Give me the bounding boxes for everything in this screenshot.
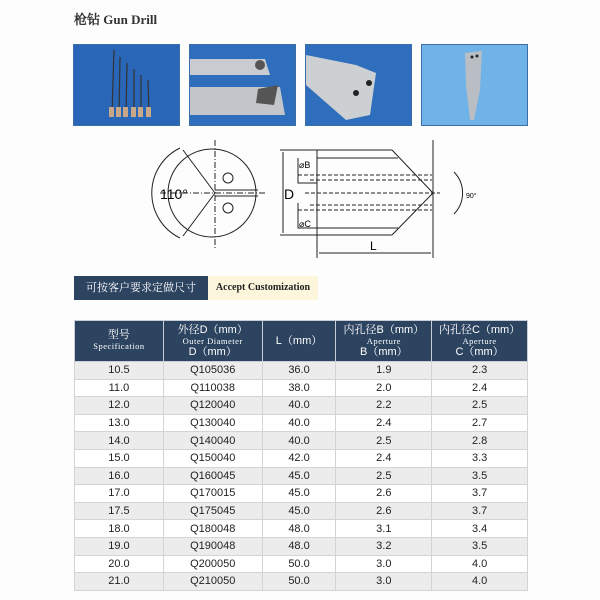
column-header-cn: 内孔径C（mm） bbox=[438, 323, 521, 336]
table-cell: 19.0 bbox=[75, 537, 164, 555]
gun-drill-diagram bbox=[0, 0, 600, 270]
table-cell: 48.0 bbox=[262, 537, 336, 555]
table-cell: 3.3 bbox=[432, 449, 528, 467]
table-row bbox=[75, 432, 528, 450]
table-cell: 2.5 bbox=[336, 432, 432, 450]
table-cell: Q210050 bbox=[163, 573, 262, 591]
table-cell: 3.0 bbox=[336, 573, 432, 591]
table-row bbox=[75, 379, 528, 397]
table-cell: 16.0 bbox=[75, 467, 164, 485]
angle-110-label: 110° bbox=[160, 186, 188, 202]
aperture-c-label: ⌀C bbox=[299, 219, 311, 229]
table-cell: 48.0 bbox=[262, 520, 336, 538]
table-cell: 42.0 bbox=[262, 449, 336, 467]
table-cell: 2.8 bbox=[432, 432, 528, 450]
length-l-label: L bbox=[370, 239, 377, 253]
table-row bbox=[75, 485, 528, 503]
table-cell: Q190048 bbox=[163, 537, 262, 555]
table-cell: 3.5 bbox=[432, 537, 528, 555]
table-cell: 45.0 bbox=[262, 502, 336, 520]
table-row bbox=[75, 449, 528, 467]
angle-90-label: 90° bbox=[466, 193, 477, 200]
table-cell: 17.0 bbox=[75, 485, 164, 503]
column-header-unit: D（mm） bbox=[188, 345, 237, 358]
table-cell: 2.6 bbox=[336, 502, 432, 520]
table-cell: Q200050 bbox=[163, 555, 262, 573]
table-cell: 3.5 bbox=[432, 467, 528, 485]
column-header-cn: 型号 bbox=[107, 329, 130, 341]
table-cell: 50.0 bbox=[262, 573, 336, 591]
table-cell: 12.0 bbox=[75, 397, 164, 415]
table-cell: Q180048 bbox=[163, 520, 262, 538]
column-header-en: Aperture bbox=[462, 335, 497, 346]
table-cell: Q130040 bbox=[163, 414, 262, 432]
table-cell: 40.0 bbox=[262, 432, 336, 450]
table-row bbox=[75, 397, 528, 415]
customization-badge-en: Accept Customization bbox=[208, 276, 318, 300]
table-cell: 40.0 bbox=[262, 397, 336, 415]
table-cell: 2.5 bbox=[336, 467, 432, 485]
table-cell: 17.5 bbox=[75, 502, 164, 520]
column-header-en: Aperture bbox=[366, 335, 401, 346]
column-header bbox=[75, 321, 164, 362]
table-row bbox=[75, 414, 528, 432]
table-row bbox=[75, 502, 528, 520]
table-cell: 20.0 bbox=[75, 555, 164, 573]
table-cell: Q105036 bbox=[163, 362, 262, 380]
table-row bbox=[75, 362, 528, 380]
page-title: 枪钻 Gun Drill bbox=[74, 12, 158, 27]
table-cell: 3.2 bbox=[336, 537, 432, 555]
table-cell: 3.1 bbox=[336, 520, 432, 538]
table-cell: Q175045 bbox=[163, 502, 262, 520]
column-header-unit: B（mm） bbox=[359, 345, 408, 358]
table-cell: 13.0 bbox=[75, 414, 164, 432]
table-cell: 4.0 bbox=[432, 573, 528, 591]
table-cell: Q140040 bbox=[163, 432, 262, 450]
table-cell: Q150040 bbox=[163, 449, 262, 467]
table-row bbox=[75, 573, 528, 591]
table-cell: 14.0 bbox=[75, 432, 164, 450]
table-cell: 3.7 bbox=[432, 502, 528, 520]
table-cell: 40.0 bbox=[262, 414, 336, 432]
table-cell: 50.0 bbox=[262, 555, 336, 573]
table-cell: 15.0 bbox=[75, 449, 164, 467]
table-cell: 4.0 bbox=[432, 555, 528, 573]
table-cell: 1.9 bbox=[336, 362, 432, 380]
table-row bbox=[75, 467, 528, 485]
customization-badge-cn: 可按客户要求定做尺寸 bbox=[74, 276, 208, 300]
table-cell: 2.3 bbox=[432, 362, 528, 380]
column-header bbox=[336, 321, 432, 362]
table-cell: 2.0 bbox=[336, 379, 432, 397]
table-cell: 21.0 bbox=[75, 573, 164, 591]
column-header-unit: C（mm） bbox=[455, 345, 504, 358]
column-header bbox=[163, 321, 262, 362]
table-cell: 3.4 bbox=[432, 520, 528, 538]
table-cell: Q110038 bbox=[163, 379, 262, 397]
table-cell: 2.4 bbox=[336, 414, 432, 432]
table-row bbox=[75, 555, 528, 573]
table-cell: 18.0 bbox=[75, 520, 164, 538]
table-cell: 45.0 bbox=[262, 467, 336, 485]
aperture-b-label: ⌀B bbox=[299, 160, 311, 170]
column-header-en: Specification bbox=[93, 341, 145, 351]
table-cell: 2.4 bbox=[336, 449, 432, 467]
table-cell: 2.4 bbox=[432, 379, 528, 397]
table-cell: Q170015 bbox=[163, 485, 262, 503]
table-cell: 2.6 bbox=[336, 485, 432, 503]
diameter-d-label: D bbox=[284, 186, 295, 202]
column-header bbox=[262, 321, 336, 362]
table-cell: 10.5 bbox=[75, 362, 164, 380]
table-cell: 11.0 bbox=[75, 379, 164, 397]
spec-table bbox=[74, 320, 528, 591]
table-cell: 2.7 bbox=[432, 414, 528, 432]
column-header-cn: L（mm） bbox=[275, 334, 323, 347]
table-cell: 36.0 bbox=[262, 362, 336, 380]
table-cell: 2.2 bbox=[336, 397, 432, 415]
column-header-cn: 内孔径B（mm） bbox=[343, 323, 425, 336]
table-cell: 38.0 bbox=[262, 379, 336, 397]
table-cell: 3.0 bbox=[336, 555, 432, 573]
table-cell: 45.0 bbox=[262, 485, 336, 503]
column-header-cn: 外径D（mm） bbox=[177, 323, 248, 336]
table-cell: 3.7 bbox=[432, 485, 528, 503]
column-header-en: Outer Diameter bbox=[182, 335, 243, 346]
column-header bbox=[432, 321, 528, 362]
table-cell: Q160045 bbox=[163, 467, 262, 485]
table-row bbox=[75, 520, 528, 538]
table-cell: Q120040 bbox=[163, 397, 262, 415]
table-row bbox=[75, 537, 528, 555]
table-cell: 2.5 bbox=[432, 397, 528, 415]
